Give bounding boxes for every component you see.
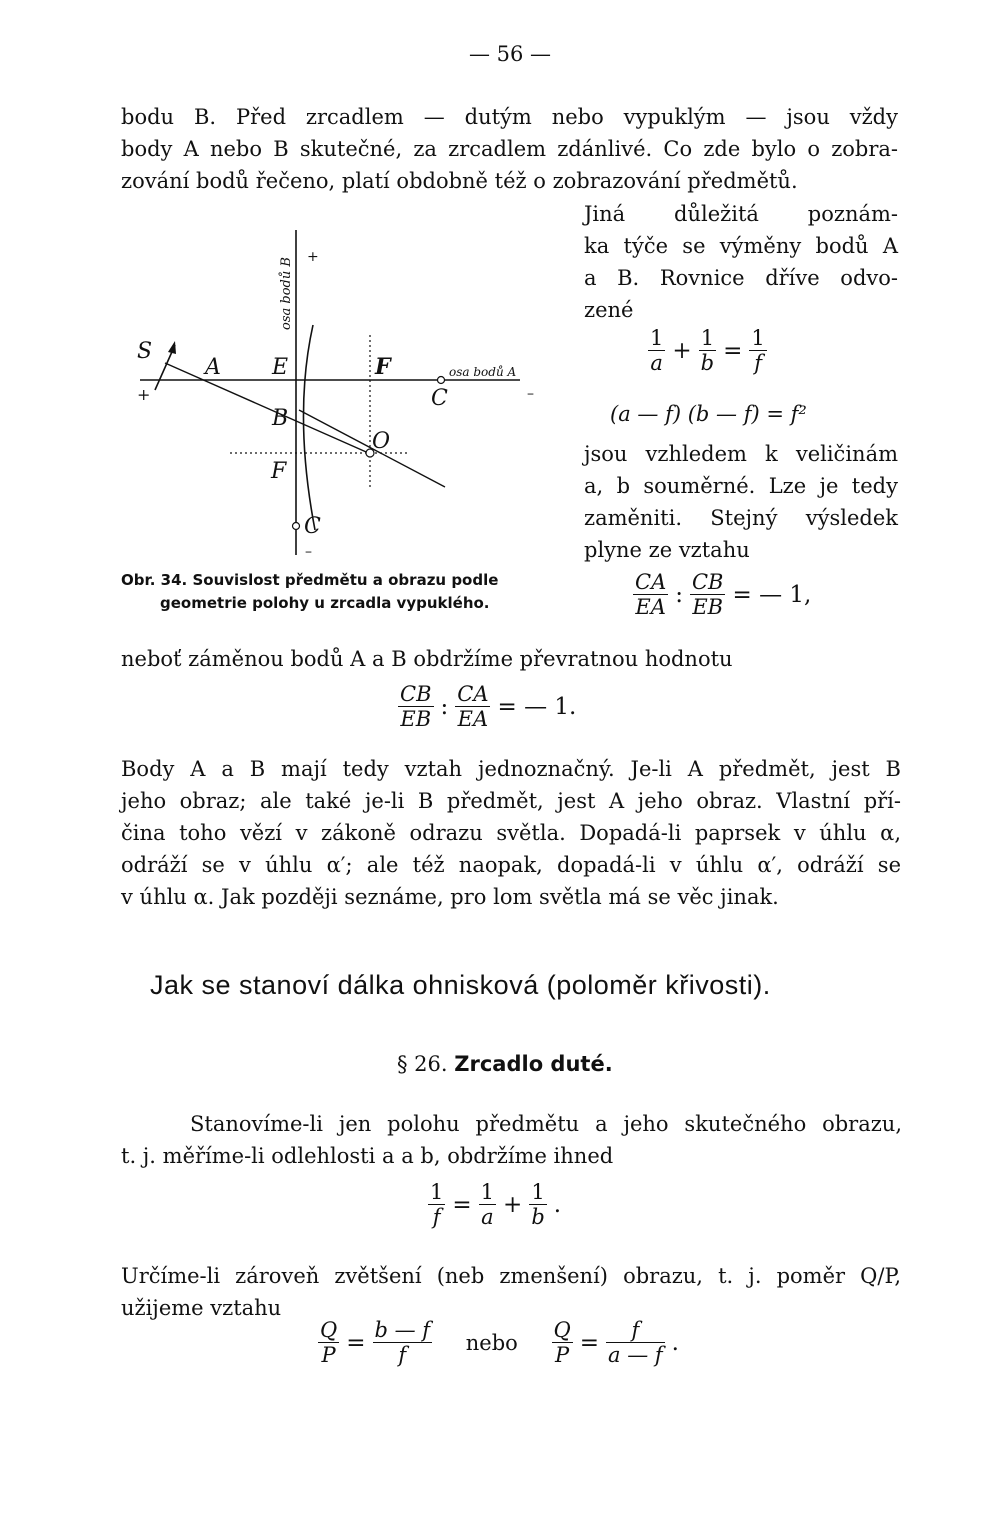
label-c-axis: C (431, 386, 448, 411)
section-number: § 26. (397, 1052, 448, 1076)
right-column-line-2: ka týče se výměny bodů A (584, 234, 898, 258)
paragraph-3-line-1: Body A a B mají tedy vztah jednoznačný. Je-li A předmět, jest B (121, 757, 901, 781)
figure-caption-line-2: geometrie polohy u zrcadla vypuklého. (160, 594, 490, 612)
paragraph-5-line-2: užijeme vztahu (121, 1296, 282, 1320)
paragraph-3-line-2: jeho obraz; ale také je-li B předmět, jest A jeho obraz. Vlastní pří- (121, 789, 901, 813)
paragraph-3-line-4: odráží se v úhlu α′; ale též naopak, dopadá-li v úhlu α′, odráží se (121, 853, 901, 877)
axis-b-label: osa bodů B (279, 257, 294, 330)
section-name: Zrcadlo duté. (454, 1052, 613, 1076)
ray-line-1 (165, 363, 373, 455)
mirror-diagram (125, 215, 565, 565)
page-number: — 56 — (468, 42, 552, 66)
paragraph-4-line-2: t. j. měříme-li odlehlosti a a b, obdržíme ihned (121, 1144, 614, 1168)
paragraph-1-line-3: zování bodů řečeno, platí obdobně též o zobrazování předmětů. (121, 169, 798, 193)
plus-left: + (137, 385, 151, 404)
paragraph-1-line-2: body A nebo B skutečné, za zrcadlem zdánlivé. Co zde bylo o zobra- (121, 137, 898, 161)
right-column-line-8: plyne ze vztahu (584, 538, 750, 562)
right-column-line-3: a B. Rovnice dříve odvo- (584, 266, 898, 290)
label-b: B (272, 406, 289, 431)
paragraph-2-line-1: neboť záměnou bodů A a B obdržíme převratnou hodnotu (121, 647, 733, 671)
right-column-line-5: jsou vzhledem k veličinám (584, 442, 898, 466)
axis-a-label: osa bodů A (449, 365, 517, 379)
paragraph-1-line-1: bodu B. Před zrcadlem — dutým nebo vypuklým — jsou vždy (121, 105, 898, 129)
point-c-axis (438, 377, 445, 384)
minus-right: – (527, 386, 534, 402)
label-s: S (137, 339, 153, 364)
paragraph-5-line-1: Určíme-li zároveň zvětšení (neb zmenšení) obrazu, t. j. poměr Q/P, (121, 1264, 901, 1288)
label-a: A (205, 355, 221, 380)
paragraph-3-line-3: čina toho vězí v zákoně odrazu světla. Dopadá-li paprsek v úhlu α, (121, 821, 901, 845)
label-f-lower: F (271, 459, 287, 484)
label-f-axis: F (375, 354, 391, 380)
right-column-line-6: a, b souměrné. Lze je tedy (584, 474, 898, 498)
equation-magnification: $\frac{Q}{P}$ = $\frac{b — f}{f}$ nebo $\frac{Q}{P}$ = $\frac{f}{a — f}$ . (320, 1318, 679, 1367)
right-column-line-1: Jiná důležitá poznám- (584, 202, 898, 226)
equation-cross-ratio-2: $\frac{CB}{EB}$ : $\frac{CA}{EA}$ = — 1. (400, 682, 577, 731)
equation-product: (a — f) (b — f) = f² (610, 402, 807, 426)
minus-bottom: – (305, 544, 312, 560)
arrow-head (168, 341, 176, 354)
chapter-heading: Jak se stanoví dálka ohnisková (poloměr křivosti). (150, 970, 771, 1000)
section-title (397, 1052, 613, 1076)
nebo-word: nebo (465, 1330, 518, 1355)
equation-focal: $\frac{1}{f}$ = $\frac{1}{a}$ + $\frac{1}{b}$ . (430, 1180, 562, 1229)
right-column-line-4: zené (584, 298, 634, 322)
equation-cross-ratio-1: $\frac{CA}{EA}$ : $\frac{CB}{EB}$ = — 1, (635, 570, 812, 619)
label-e: E (272, 355, 289, 380)
plus-top: + (307, 249, 319, 265)
right-column-line-7: zaměniti. Stejný výsledek (584, 506, 898, 530)
label-c-lower: C (304, 514, 321, 539)
label-o: O (372, 429, 391, 454)
figure-caption-line-1: Obr. 34. Souvislost předmětu a obrazu podle (121, 571, 499, 589)
paragraph-4-line-1: Stanovíme-li jen polohu předmětu a jeho skutečného obrazu, (190, 1112, 902, 1136)
paragraph-3-line-5: v úhlu α. Jak později seznáme, pro lom světla má se věc jinak. (121, 885, 779, 909)
point-c-lower (293, 523, 300, 530)
equation-lens-right: $\frac{1}{a}$ + $\frac{1}{b}$ = $\frac{1}{f}$ (650, 326, 765, 375)
